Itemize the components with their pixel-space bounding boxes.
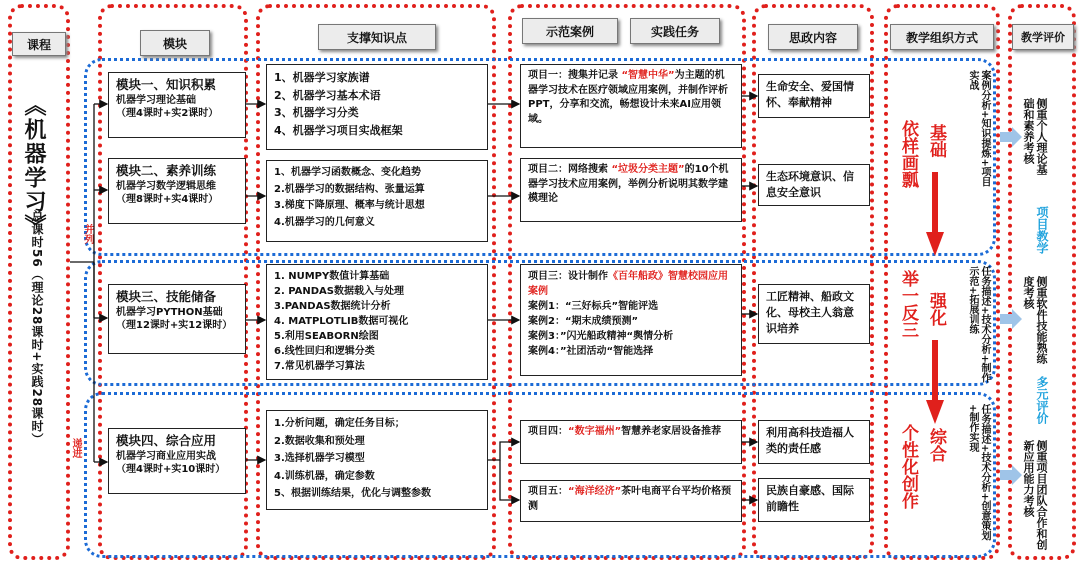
- evaluation-2-text: 侧重软件技能熟练度考核: [1022, 276, 1048, 364]
- list-item: 1、机器学习家族谱: [274, 71, 370, 84]
- module-4-subtitle: 机器学习商业应用实战: [116, 450, 216, 462]
- header-course: 课程: [12, 32, 66, 56]
- stage-2-method: 举一反三: [898, 270, 918, 338]
- list-item: 3.PANDAS数据统计分析: [274, 301, 391, 312]
- list-item: 2.数据收集和预处理: [274, 435, 365, 447]
- list-item: 2、机器学习基本术语: [274, 88, 381, 102]
- arrow-knowledge-4-branch: [488, 442, 519, 460]
- progression-arrows: [926, 172, 944, 424]
- module-4-title: 模块四、综合应用: [116, 433, 217, 448]
- module-2-hours: （理8课时+实4课时）: [116, 194, 219, 206]
- method-2-text: 任务描述+技术分析+制作示范+拓展训练: [967, 266, 990, 383]
- list-item: 1.分析问题，确定任务目标；: [274, 418, 405, 429]
- ideology-1-box: 生命安全、爱国情怀、奉献精神: [758, 74, 870, 118]
- course-name: 《机器学习》: [21, 94, 46, 238]
- method-3-text: 任务描述+技术分析+创意策划+制作实现: [967, 404, 990, 541]
- progression-arrow-shaft-1: [932, 172, 938, 234]
- list-item: 案例3：”闪光船政精神“舆情分析: [528, 331, 674, 342]
- ideology-5-box: 民族自豪感、国际前瞻性: [758, 478, 870, 522]
- method-1-text: 案例分析+知识提炼+项目实战: [967, 70, 990, 187]
- course-hours: 总课时56（理论28课时+实践28课时）: [30, 210, 44, 447]
- stage-2-level: 强化: [926, 292, 946, 326]
- evaluation-arrow-1: [1000, 127, 1022, 147]
- list-item: 1. NUMPY数值计算基础: [274, 271, 390, 282]
- list-item: 6.线性回归和逻辑分类: [274, 346, 375, 357]
- list-item: 5、根据训练结果，优化与调整参数: [274, 488, 431, 499]
- ideology-4-box: 利用高科技造福人类的责任感: [758, 420, 870, 464]
- evaluation-arrow-3: [1000, 465, 1022, 485]
- list-item: 2.机器学习的数据结构、张量运算: [274, 183, 425, 195]
- project-3-prefix: 项目三：设计制作: [528, 271, 608, 282]
- stage-1-level: 基础: [926, 124, 946, 158]
- module-3-subtitle: 机器学习PYTHON基础: [116, 306, 223, 318]
- project-4-text: 智慧养老家居设备推荐: [621, 426, 722, 437]
- project-5-text: 茶叶电商平台平均价格预测: [528, 486, 732, 512]
- header-module: 模块: [140, 30, 210, 56]
- progression-arrow-head-1: [926, 232, 944, 256]
- header-evaluation: 教学评价: [1012, 24, 1074, 50]
- list-item: 1、机器学习函数概念、变化趋势: [274, 167, 421, 178]
- stage-1-method: 依样画瓢: [898, 120, 918, 188]
- evaluation-label-diverse: 多元评价: [1035, 376, 1049, 424]
- list-item: 3、机器学习分类: [274, 106, 359, 120]
- list-item: 4、机器学习项目实战框架: [274, 123, 403, 137]
- project-5-prefix: 项目五：: [528, 486, 568, 497]
- evaluation-3-text: 侧重项目团队合作和创新应用能力考核: [1022, 440, 1048, 550]
- stage-3-method: 个性化创作: [898, 424, 918, 509]
- header-ideology: 思政内容: [768, 24, 858, 50]
- module-1-subtitle: 机器学习理论基础: [116, 94, 196, 106]
- project-2-highlight: “垃圾分类主题”: [611, 164, 685, 175]
- arrow-knowledge-4-branch-2: [500, 460, 519, 500]
- list-item: 4. MATPLOTLIB数据可视化: [274, 316, 409, 327]
- project-2-text: 的10个机器学习技术应用案例，举例分析说明其数学建模理论: [528, 164, 729, 204]
- list-item: 2. PANDAS数据载入与处理: [274, 286, 404, 297]
- project-1-text: 为主题的机器学习技术在医疗领域应用案例，并制作评析PPT，分享和交流，畅想设计未来AI应用领域。: [528, 70, 728, 125]
- progression-arrow-shaft-2: [932, 340, 938, 402]
- module-3-title: 模块三、技能储备: [116, 289, 217, 304]
- header-knowledge: 支撑知识点: [318, 24, 436, 50]
- parallel-label: 并列: [82, 224, 93, 244]
- evaluation-label-project-teaching: 项目教学: [1035, 206, 1049, 254]
- evaluation-arrow-2: [1000, 309, 1022, 329]
- module-1-hours: （理4课时+实2课时）: [116, 108, 219, 120]
- header-task: 实践任务: [630, 18, 720, 44]
- evaluation-arrows: [1000, 127, 1022, 485]
- module-2-title: 模块二、素养训练: [116, 163, 217, 178]
- list-item: 案例2：“期末成绩预测”: [528, 316, 639, 327]
- project-2-prefix: 项目二：网络搜索: [528, 164, 612, 175]
- module-2-subtitle: 机器学习数学逻辑思维: [116, 180, 216, 192]
- list-item: 4.机器学习的几何意义: [274, 216, 375, 228]
- stage-3-level: 综合: [926, 428, 946, 462]
- evaluation-1-text: 侧重个人理论基础和素养考核: [1022, 98, 1048, 175]
- project-3-highlight: 《百年船政》智慧校园应用案例: [528, 271, 728, 297]
- list-item: 4.训练机器，确定参数: [274, 470, 375, 482]
- project-5-highlight: “海洋经济”: [568, 486, 622, 497]
- list-item: 案例4：”社团活动“智能选择: [528, 346, 654, 357]
- list-item: 案例1：“三好标兵”智能评选: [528, 301, 659, 312]
- module-3-hours: （理12课时+实12课时）: [116, 320, 233, 332]
- list-item: 7.常见机器学习算法: [274, 361, 365, 372]
- project-4-prefix: 项目四：: [528, 426, 568, 437]
- header-organization: 教学组织方式: [890, 24, 994, 50]
- ideology-3-box: 工匠精神、船政文化、母校主人翁意识培养: [758, 284, 870, 344]
- module-4-hours: （理4课时+实10课时）: [116, 464, 226, 476]
- header-case: 示范案例: [522, 18, 618, 44]
- module-1-title: 模块一、知识积累: [116, 77, 217, 92]
- list-item: 3.梯度下降原理、概率与统计思想: [274, 200, 425, 211]
- list-item: 3.选择机器学习模型: [274, 453, 365, 464]
- project-1-highlight: “智慧中华”: [621, 70, 675, 81]
- progression-arrow-head-2: [926, 400, 944, 424]
- ideology-2-box: 生态环境意识、信息安全意识: [758, 164, 870, 206]
- project-4-highlight: “数字福州”: [568, 426, 622, 437]
- project-1-prefix: 项目一：搜集并记录: [528, 70, 622, 81]
- list-item: 5.利用SEABORN绘图: [274, 331, 379, 342]
- progressive-label: 递进: [70, 438, 81, 458]
